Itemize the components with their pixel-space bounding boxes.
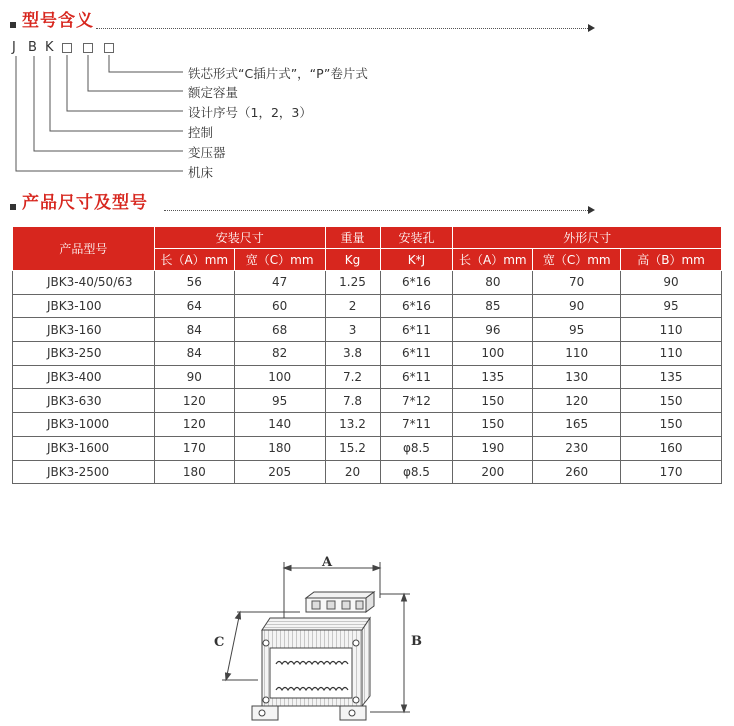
code-letter-b: B [28, 40, 37, 55]
header-outer-size: 外形尺寸 [453, 227, 722, 249]
section-dimensions-title: 产品尺寸及型号 [10, 188, 148, 213]
label-b: B [411, 634, 422, 649]
table-row: JBK3-2500 180 205 20 φ8.5 200 260 170 [13, 460, 722, 484]
label-c: C [214, 635, 225, 650]
header-model: 产品型号 [13, 227, 155, 271]
subheader-outer-length: 长（A）mm [453, 249, 533, 271]
header-weight: 重量 [325, 227, 380, 249]
transformer-core [262, 618, 370, 706]
table-row: JBK3-1600 170 180 15.2 φ8.5 190 230 160 [13, 436, 722, 460]
code-letter-k: K [45, 40, 54, 55]
subheader-outer-height: 高（B）mm [621, 249, 722, 271]
legend-transformer: 变压器 [188, 145, 226, 160]
table-row: JBK3-630 120 95 7.8 7*12 150 120 150 [13, 389, 722, 413]
header-install-hole: 安装孔 [380, 227, 453, 249]
subheader-install-width: 宽（C）mm [234, 249, 325, 271]
header-install-size: 安装尺寸 [154, 227, 325, 249]
table-row: JBK3-250 84 82 3.8 6*11 100 110 110 [13, 342, 722, 366]
subheader-outer-width: 宽（C）mm [533, 249, 621, 271]
legend-rated-capacity: 额定容量 [188, 85, 239, 100]
mounting-feet [252, 706, 366, 720]
table-row: JBK3-40/50/63 56 47 1.25 6*16 80 70 90 [13, 271, 722, 295]
label-a: A [322, 555, 333, 570]
table-row: JBK3-100 64 60 2 6*16 85 90 95 [13, 294, 722, 318]
section-model-meaning-title: 型号含义 [10, 6, 94, 31]
table-row: JBK3-160 84 68 3 6*11 96 95 110 [13, 318, 722, 342]
terminal-block [306, 592, 374, 612]
subheader-hole-size: K*J [380, 249, 453, 271]
code-letter-j: J [12, 40, 16, 55]
legend-design-number: 设计序号（1，2，3） [188, 105, 312, 120]
table-row: JBK3-1000 120 140 13.2 7*11 150 165 150 [13, 413, 722, 437]
legend-machine-tool: 机床 [188, 165, 214, 180]
subheader-install-length: 长（A）mm [154, 249, 234, 271]
legend-control: 控制 [188, 125, 214, 140]
table-row: JBK3-400 90 100 7.2 6*11 135 130 135 [13, 365, 722, 389]
subheader-weight-unit: Kg [325, 249, 380, 271]
legend-core-type: 铁芯形式“C插片式”，“P”卷片式 [188, 66, 368, 81]
dimension-b [370, 594, 410, 712]
